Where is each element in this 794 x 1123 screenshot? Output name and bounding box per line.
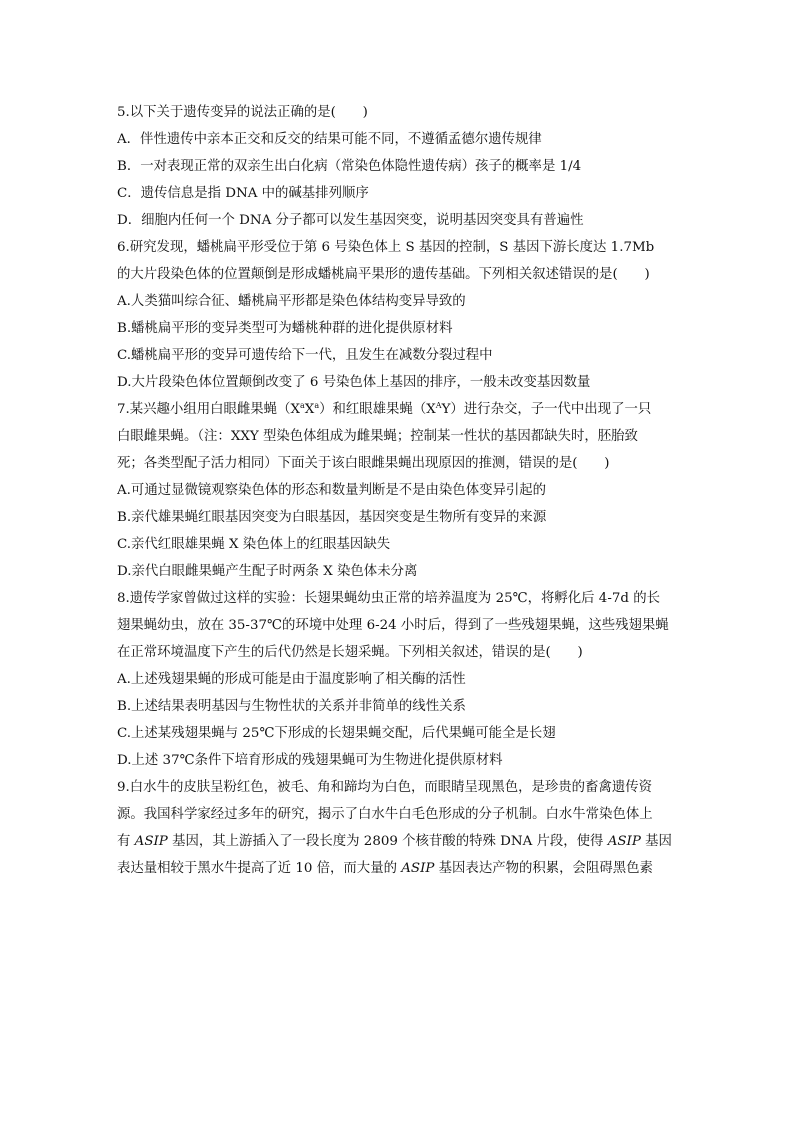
question-9 [117, 774, 679, 882]
question-stem-line: 的大片段染色体的位置颠倒是形成蟠桃扁平果形的遗传基础。下列相关叙述错误的是( ) [117, 267, 650, 282]
allele-superscript: a [314, 401, 320, 410]
option-d: D.上述 37℃条件下培育形成的残翅果蝇可为生物进化提供原材料 [117, 753, 503, 768]
option-d: D.亲代白眼雌果蝇产生配子时两条 X 染色体未分离 [117, 564, 418, 579]
question-list [117, 99, 679, 882]
question-stem: 5.以下关于遗传变异的说法正确的是( ) [117, 105, 368, 120]
question-5 [117, 99, 679, 234]
option-d: D．细胞内任何一个 DNA 分子都可以发生基因突变，说明基因突变具有普遍性 [117, 213, 584, 228]
option-a: A.人类猫叫综合征、蟠桃扁平形都是染色体结构变异导致的 [117, 294, 466, 309]
gene-name: ASIP [607, 834, 641, 849]
gene-name: ASIP [134, 834, 168, 849]
option-b: B．一对表现正常的双亲生出白化病（常染色体隐性遗传病）孩子的概率是 1/4 [117, 159, 582, 174]
option-c: C.上述某残翅果蝇与 25℃下形成的长翅果蝇交配，后代果蝇可能全是长翅 [117, 726, 556, 741]
question-stem-line: 源。我国科学家经过多年的研究，揭示了白水牛白毛色形成的分子机制。白水牛常染色体上 [117, 807, 653, 822]
question-stem-line [117, 855, 679, 882]
stem-text: X [304, 402, 315, 417]
question-7 [117, 396, 679, 585]
question-stem-line [117, 396, 679, 423]
stem-text: 基因表达产物的积累，会阻碍黑色素 [434, 861, 653, 876]
option-b: B.上述结果表明基因与生物性状的关系并非简单的线性关系 [117, 699, 466, 714]
question-stem-line: 在正常环境温度下产生的后代仍然是长翅采蝇。下列相关叙述，错误的是( ) [117, 645, 583, 660]
option-d: D.大片段染色体位置颠倒改变了 6 号染色体上基因的排序，一般未改变基因数量 [117, 375, 591, 390]
stem-text: 7.某兴趣小组用白眼雌果蝇（X [117, 402, 300, 417]
stem-text: 基因，其上游插入了一段长度为 2809 个核苷酸的特殊 DNA 片段，使得 [167, 834, 608, 849]
question-8 [117, 585, 679, 774]
stem-text: ）和红眼雄果蝇（X [319, 402, 436, 417]
stem-text: 表达量相较于黑水牛提高了近 10 倍，而大量的 [117, 861, 402, 876]
question-stem-line: 6.研究发现，蟠桃扁平形受位于第 6 号染色体上 S 基因的控制，S 基因下游长度达 1.7Mb [117, 240, 655, 255]
gene-name: ASIP [401, 861, 435, 876]
stem-text: Y）进行杂交，子一代中出现了一只 [441, 402, 652, 417]
stem-text: 基因 [640, 834, 672, 849]
question-stem-line: 翅果蝇幼虫，放在 35-37℃的环境中处理 6-24 小时后，得到了一些残翅果蝇，这些残翅果蝇 [117, 618, 669, 633]
option-b: B.蟠桃扁平形的变异类型可为蟠桃种群的进化提供原材料 [117, 321, 453, 336]
option-c: C.亲代红眼雄果蝇 X 染色体上的红眼基因缺失 [117, 537, 391, 552]
question-stem-line: 死；各类型配子活力相同）下面关于该白眼雌果蝇出现原因的推测，错误的是( ) [117, 456, 610, 471]
option-a: A.上述残翅果蝇的形成可能是由于温度影响了相关酶的活性 [117, 672, 466, 687]
allele-superscript: A [435, 401, 442, 410]
option-b: B.亲代雄果蝇红眼基因突变为白眼基因，基因突变是生物所有变异的来源 [117, 510, 547, 525]
stem-text: 有 [117, 834, 135, 849]
question-stem-line [117, 828, 679, 855]
option-a: A．伴性遗传中亲本正交和反交的结果可能不同，不遵循孟德尔遗传规律 [117, 132, 542, 147]
option-a: A.可通过显微镜观察染色体的形态和数量判断是不是由染色体变异引起的 [117, 483, 547, 498]
option-c: C.蟠桃扁平形的变异可遗传给下一代，且发生在减数分裂过程中 [117, 348, 493, 363]
allele-superscript: a [300, 401, 305, 410]
question-6 [117, 234, 679, 396]
question-stem-line: 白眼雌果蝇。（注：XXY 型染色体组成为雌果蝇；控制某一性状的基因都缺失时，胚胎致 [117, 429, 638, 444]
question-stem-line: 9.白水牛的皮肤呈粉红色，被毛、角和蹄均为白色，而眼睛呈现黑色，是珍贵的畜禽遗传资 [117, 780, 653, 795]
option-c: C．遗传信息是指 DNA 中的碱基排列顺序 [117, 186, 369, 201]
question-stem-line: 8.遗传学家曾做过这样的实验：长翅果蝇幼虫正常的培养温度为 25℃，将孵化后 4-7d 的长 [117, 591, 660, 606]
